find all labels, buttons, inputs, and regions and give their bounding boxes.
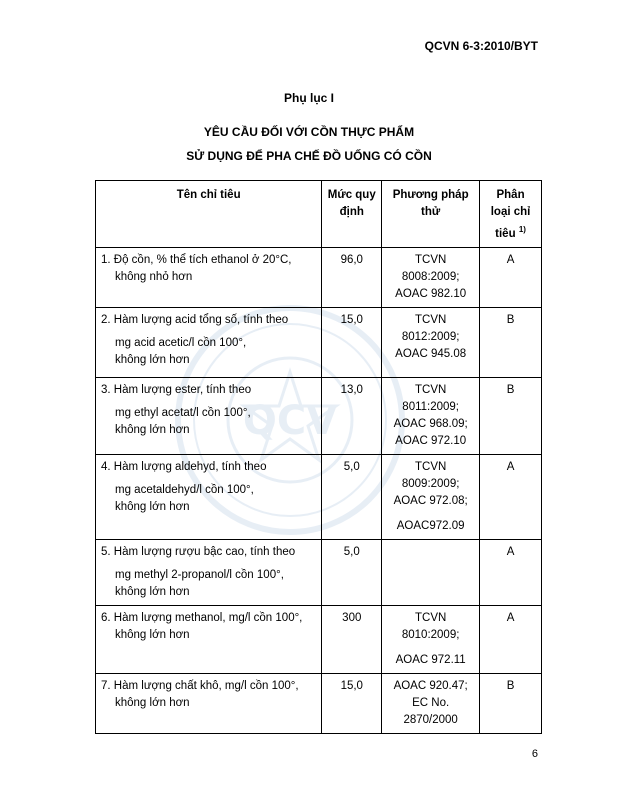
method-line-3: AOAC 972.11 — [395, 654, 466, 666]
criterion-cell — [96, 248, 322, 308]
method-line-3: AOAC 972.08; — [393, 495, 468, 507]
table-row — [96, 606, 542, 674]
class-cell: A — [480, 540, 542, 606]
level-cell: 5,0 — [322, 455, 382, 540]
method-cell — [382, 308, 480, 378]
criterion-cell — [96, 540, 322, 606]
title-spacer — [0, 110, 618, 120]
criterion-cell — [96, 308, 322, 378]
specification-table — [95, 180, 542, 734]
header-class-word: tiêu — [495, 227, 516, 240]
table-row — [96, 308, 542, 378]
criterion-line-1: 1. Độ cồn, % thể tích ethanol ở 20°C, — [101, 254, 292, 266]
criterion-cell — [96, 674, 322, 734]
criterion-line-3: không lớn hơn — [115, 354, 190, 366]
level-cell: 15,0 — [322, 674, 382, 734]
criterion-line-1: 2. Hàm lượng acid tổng số, tính theo — [101, 314, 289, 326]
method-line-1: TCVN — [414, 254, 447, 266]
level-cell: 300 — [322, 606, 382, 674]
header-class — [480, 181, 542, 248]
header-level-line-2: định — [339, 206, 364, 218]
method-line-1: TCVN — [414, 384, 447, 396]
criterion-line-2: không lớn hơn — [115, 629, 190, 641]
criterion-line-1: 3. Hàm lượng ester, tính theo — [101, 384, 252, 396]
header-criterion — [96, 181, 322, 248]
method-line-1: TCVN — [414, 461, 447, 473]
method-line-2: 8009:2009; — [401, 478, 460, 490]
method-line-2: 8008:2009; — [401, 271, 460, 283]
method-line-3: AOAC 945.08 — [395, 348, 467, 360]
table-row — [96, 378, 542, 455]
method-line-3: AOAC 982.10 — [395, 288, 467, 300]
criterion-line-3: không lớn hơn — [115, 586, 190, 598]
method-cell — [382, 540, 480, 606]
method-line-1: AOAC 920.47; — [393, 680, 468, 692]
criterion-cell — [96, 606, 322, 674]
method-line-3: AOAC 968.09; — [393, 418, 468, 430]
title-line-2: SỬ DỤNG ĐỂ PHA CHẾ ĐỒ UỐNG CÓ CỒN — [186, 149, 432, 163]
criterion-line-2: mg ethyl acetat/l cồn 100°, — [115, 407, 251, 419]
criterion-line-2: không nhỏ hơn — [115, 271, 193, 283]
class-cell: A — [480, 248, 542, 308]
header-criterion-label: Tên chỉ tiêu — [176, 189, 241, 201]
svg-text:QCV: QCV — [242, 398, 338, 444]
title-line-1: YÊU CẦU ĐỐI VỚI CỒN THỰC PHẨM — [203, 125, 415, 139]
table-header-row — [96, 181, 542, 248]
criterion-line-2: mg methyl 2-propanol/l cồn 100°, — [115, 569, 284, 581]
method-line-3: 2870/2000 — [403, 714, 458, 726]
method-cell — [382, 674, 480, 734]
table-row — [96, 674, 542, 734]
level-cell: 5,0 — [322, 540, 382, 606]
criterion-line-1: 5. Hàm lượng rượu bậc cao, tính theo — [101, 546, 296, 558]
method-line-2: 8010:2009; — [401, 629, 460, 641]
method-line-4: AOAC972.09 — [396, 520, 465, 532]
criterion-cell — [96, 455, 322, 540]
method-line-2: 8012:2009; — [401, 331, 460, 343]
header-class-line-2: loại chỉ — [490, 206, 531, 218]
class-cell: B — [480, 674, 542, 734]
table-row — [96, 540, 542, 606]
table-row — [96, 248, 542, 308]
header-method-line-2: thử — [421, 206, 441, 218]
header-class-line-3 — [485, 221, 536, 243]
criterion-line-2: mg acid acetic/l cồn 100°, — [115, 337, 247, 349]
header-class-footnote: 1) — [518, 225, 526, 234]
page-number: 6 — [531, 748, 538, 760]
method-gap — [387, 510, 474, 518]
level-cell: 15,0 — [322, 308, 382, 378]
method-line-2: 8011:2009; — [402, 401, 459, 413]
table-row — [96, 455, 542, 540]
header-level-line-1: Mức quy — [327, 189, 376, 201]
class-cell: A — [480, 455, 542, 540]
header-class-line-1: Phân — [496, 189, 525, 201]
method-line-2: EC No. — [412, 697, 450, 709]
header-method — [382, 181, 480, 248]
method-cell — [382, 378, 480, 455]
class-cell: A — [480, 606, 542, 674]
level-cell: 96,0 — [322, 248, 382, 308]
title-block — [0, 86, 618, 168]
document-code: QCVN 6-3:2010/BYT — [424, 39, 538, 53]
criterion-line-1: 7. Hàm lượng chất khô, mg/l cồn 100°, — [101, 680, 299, 692]
criterion-cell — [96, 378, 322, 455]
method-cell — [382, 455, 480, 540]
class-cell: B — [480, 308, 542, 378]
method-cell — [382, 606, 480, 674]
criterion-line-2: mg acetaldehyd/l cồn 100°, — [115, 484, 254, 496]
appendix-label: Phụ lục I — [283, 91, 334, 105]
method-line-4: AOAC 972.10 — [395, 435, 467, 447]
header-method-line-1: Phương pháp — [392, 189, 469, 201]
header-level — [322, 181, 382, 248]
level-cell: 13,0 — [322, 378, 382, 455]
criterion-line-3: không lớn hơn — [115, 424, 190, 436]
class-cell: B — [480, 378, 542, 455]
criterion-line-1: 6. Hàm lượng methanol, mg/l cồn 100°, — [101, 612, 303, 624]
method-gap — [387, 644, 474, 652]
criterion-line-1: 4. Hàm lượng aldehyd, tính theo — [101, 461, 267, 473]
method-line-1: TCVN — [414, 612, 447, 624]
method-cell — [382, 248, 480, 308]
criterion-line-3: không lớn hơn — [115, 501, 190, 513]
method-line-1: TCVN — [414, 314, 447, 326]
criterion-line-2: không lớn hơn — [115, 697, 190, 709]
